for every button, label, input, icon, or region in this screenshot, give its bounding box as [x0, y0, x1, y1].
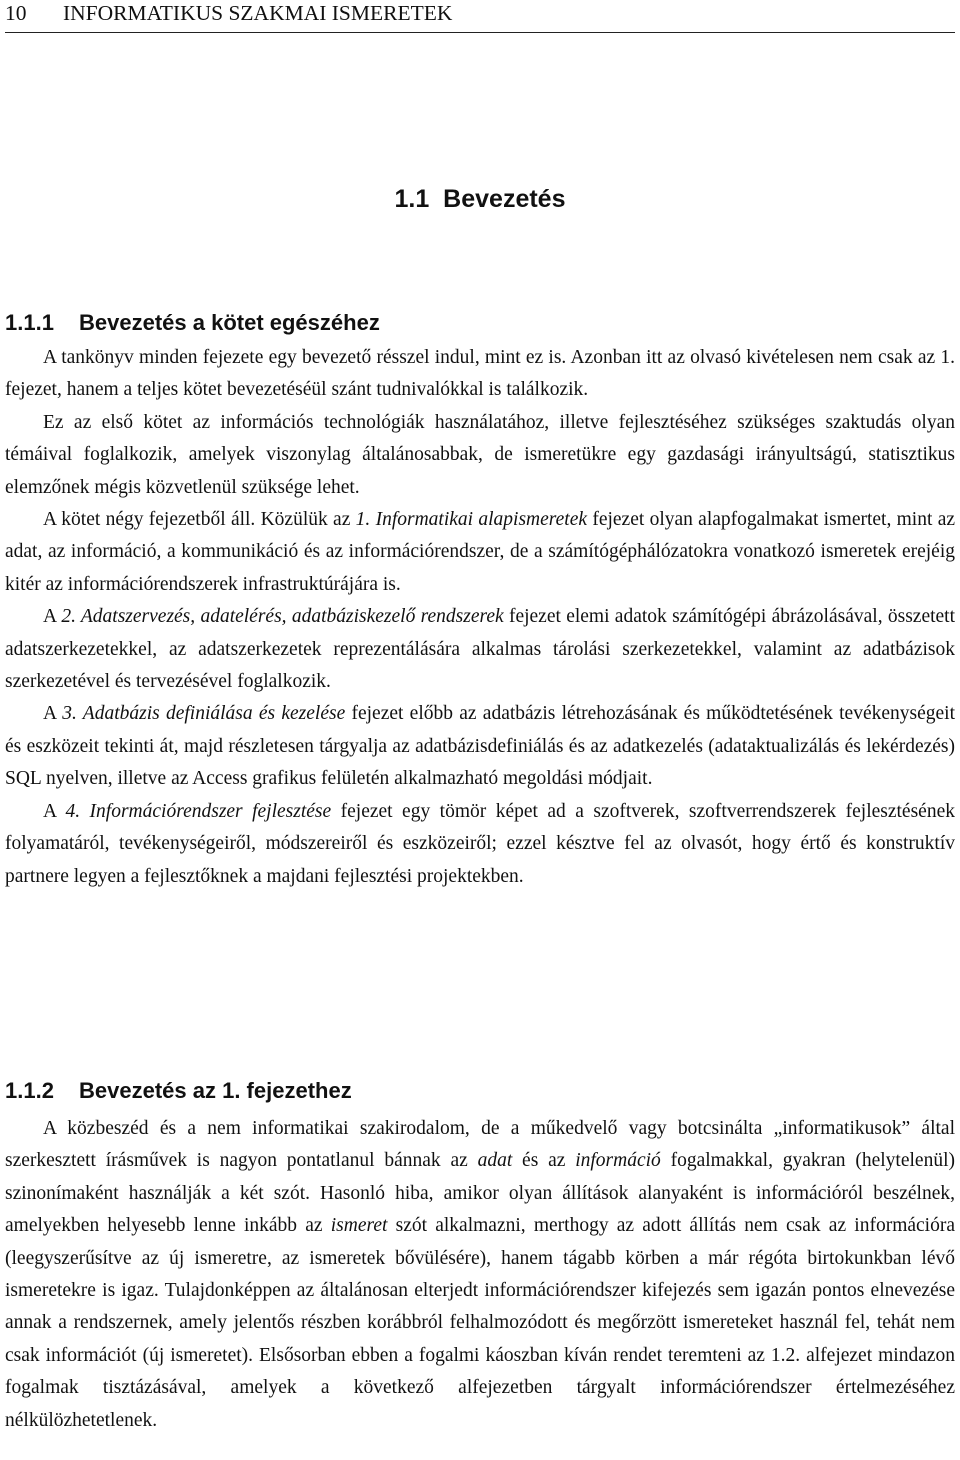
paragraph-text: fejezet egy tömör képet ad a szoftverek, szoftverrendszerek fejlesztésének folyamatáról, tevékenységeiről, módszereiről és eszközeiről; ezzel késztve fel az olvasót, hogy értő és konstruktív partnere legyen a fejlesztőknek a majdani fejlesztési projektekben. — [5, 800, 955, 887]
paragraph-text: fejezet elemi adatok számítógépi ábrázolásával, összetett adatszerkezetekkel, az adatszerkezetek reprezentálására alkalmas tárolási szerkezetekkel, valamint az adatbázisok szerkezetével és tervezésével foglalkozik. — [5, 606, 956, 693]
term-italic: ismeret — [330, 1215, 388, 1237]
page-number: 10 — [5, 1, 27, 25]
paragraph — [5, 342, 955, 407]
chapter-title-italic: 2. Adatszervezés, adatelérés, adatbáziskezelő rendszerek — [61, 606, 504, 628]
header-rule — [5, 32, 955, 33]
paragraph — [5, 504, 955, 601]
paragraph-text: fogalmakkal, gyakran (helytelenül) szinonímaként használják a két szót. Hasonló hiba, amikor olyan állítások alanyaként is információról beszélnek, amelyekben helyesebb lenne inkább az — [5, 1150, 955, 1237]
paragraph-text: fejezet előbb az adatbázis létrehozásának és működtetésének tevékenységeit és eszközeit tekinti át, majd részletesen tárgyalja az adatbázisdefiniálás és az adatkezelés (adataktualizálás és lekérdezés) SQL nyelven, illetve az Access grafikus felületén alkalmazható megoldási módjait. — [5, 703, 956, 790]
paragraph — [5, 1113, 955, 1437]
paragraph — [5, 698, 955, 795]
subsection-number: 1.1.2 — [5, 1078, 54, 1103]
subsection-heading-2 — [5, 1078, 945, 1104]
section-number: 1.1 — [394, 185, 430, 213]
paragraph-text: A — [43, 703, 63, 725]
chapter-title-italic: 1. Informatikai alapismeretek — [355, 509, 588, 531]
running-title: INFORMATIKUS SZAKMAI ISMERETEK — [63, 1, 453, 25]
subsection-number: 1.1.1 — [5, 310, 54, 335]
subsection-2-body — [5, 1113, 955, 1437]
paragraph — [5, 407, 955, 504]
chapter-title-italic: 4. Információrendszer fejlesztése — [65, 800, 332, 822]
term-italic: információ — [575, 1150, 661, 1172]
paragraph-text: A — [43, 800, 66, 822]
running-header — [5, 0, 935, 26]
paragraph-text: A közbeszéd és a nem informatikai szakirodalom, de a műkedvelő vagy botcsinálta „informatikusok” által szerkesztett írásművek is nagyon pontatlanul bánnak az — [5, 1118, 955, 1172]
section-title: Bevezetés — [443, 185, 566, 213]
paragraph-text: Ez az első kötet az információs technológiák használatához, illetve fejlesztéséhez szükséges szaktudás olyan témáival foglalkozik, amelyek viszonylag általánosabbak, de ismeretükre egy gazdasági irányultságú, statisztikus elemzőnek mégis közvetlenül szüksége lehet. — [5, 411, 955, 498]
subsection-title: Bevezetés a kötet egészéhez — [79, 310, 380, 335]
term-italic: adat — [477, 1150, 513, 1172]
chapter-title-italic: 3. Adatbázis definiálása és kezelése — [62, 703, 346, 725]
paragraph-text: A kötet négy fejezetből áll. Közülük az — [43, 509, 356, 531]
paragraph — [5, 601, 955, 698]
subsection-heading-1 — [5, 310, 945, 336]
paragraph-text: A — [43, 606, 62, 628]
paragraph-text: és az — [512, 1150, 576, 1172]
paragraph-text: fejezet olyan alapfogalmakat ismertet, mint az adat, az információ, a kommunikáció és az információrendszer, de a számítógéphálózatokra vonatkozó ismeretek erejéig kitér az információrendszerek infrastruktúrájára is. — [5, 509, 956, 595]
subsection-1-body — [5, 342, 955, 893]
section-heading — [0, 184, 960, 214]
subsection-title: Bevezetés az 1. fejezethez — [79, 1078, 352, 1103]
paragraph-text: A tankönyv minden fejezete egy bevezető résszel indul, mint ez is. Azonban itt az olvasó kivételesen nem csak az 1. fejezet, hanem a teljes kötet bevezetéséül szánt tudnivalókkal is találkozik. — [5, 347, 955, 401]
paragraph — [5, 796, 955, 893]
paragraph-text: szót alkalmazni, merthogy az adott állítás nem csak az információra (leegyszerűsítve az új ismeretre, az ismeretek bővülésére), hanem tágabb körben a már régóta birtokunkban lévő ismeretekre is igaz. Tulajdonképpen az általánosan elterjedt információrendszer kifejezés sem igazán pontos elnevezése annak a rendszernek, amely jelentős részben korábbról felhalmozódott és megőrzött ismereteket használ fel, tehát nem csak információt (új ismeretet). Elsősorban ebben a fogalmi káoszban kíván rendet teremteni az 1.2. alfejezet mindazon fogalmak tisztázásával, amelyek a következő alfejezetben tárgyalt információrendszer értelmezéséhez nélkülözhetetlenek. — [5, 1215, 955, 1431]
